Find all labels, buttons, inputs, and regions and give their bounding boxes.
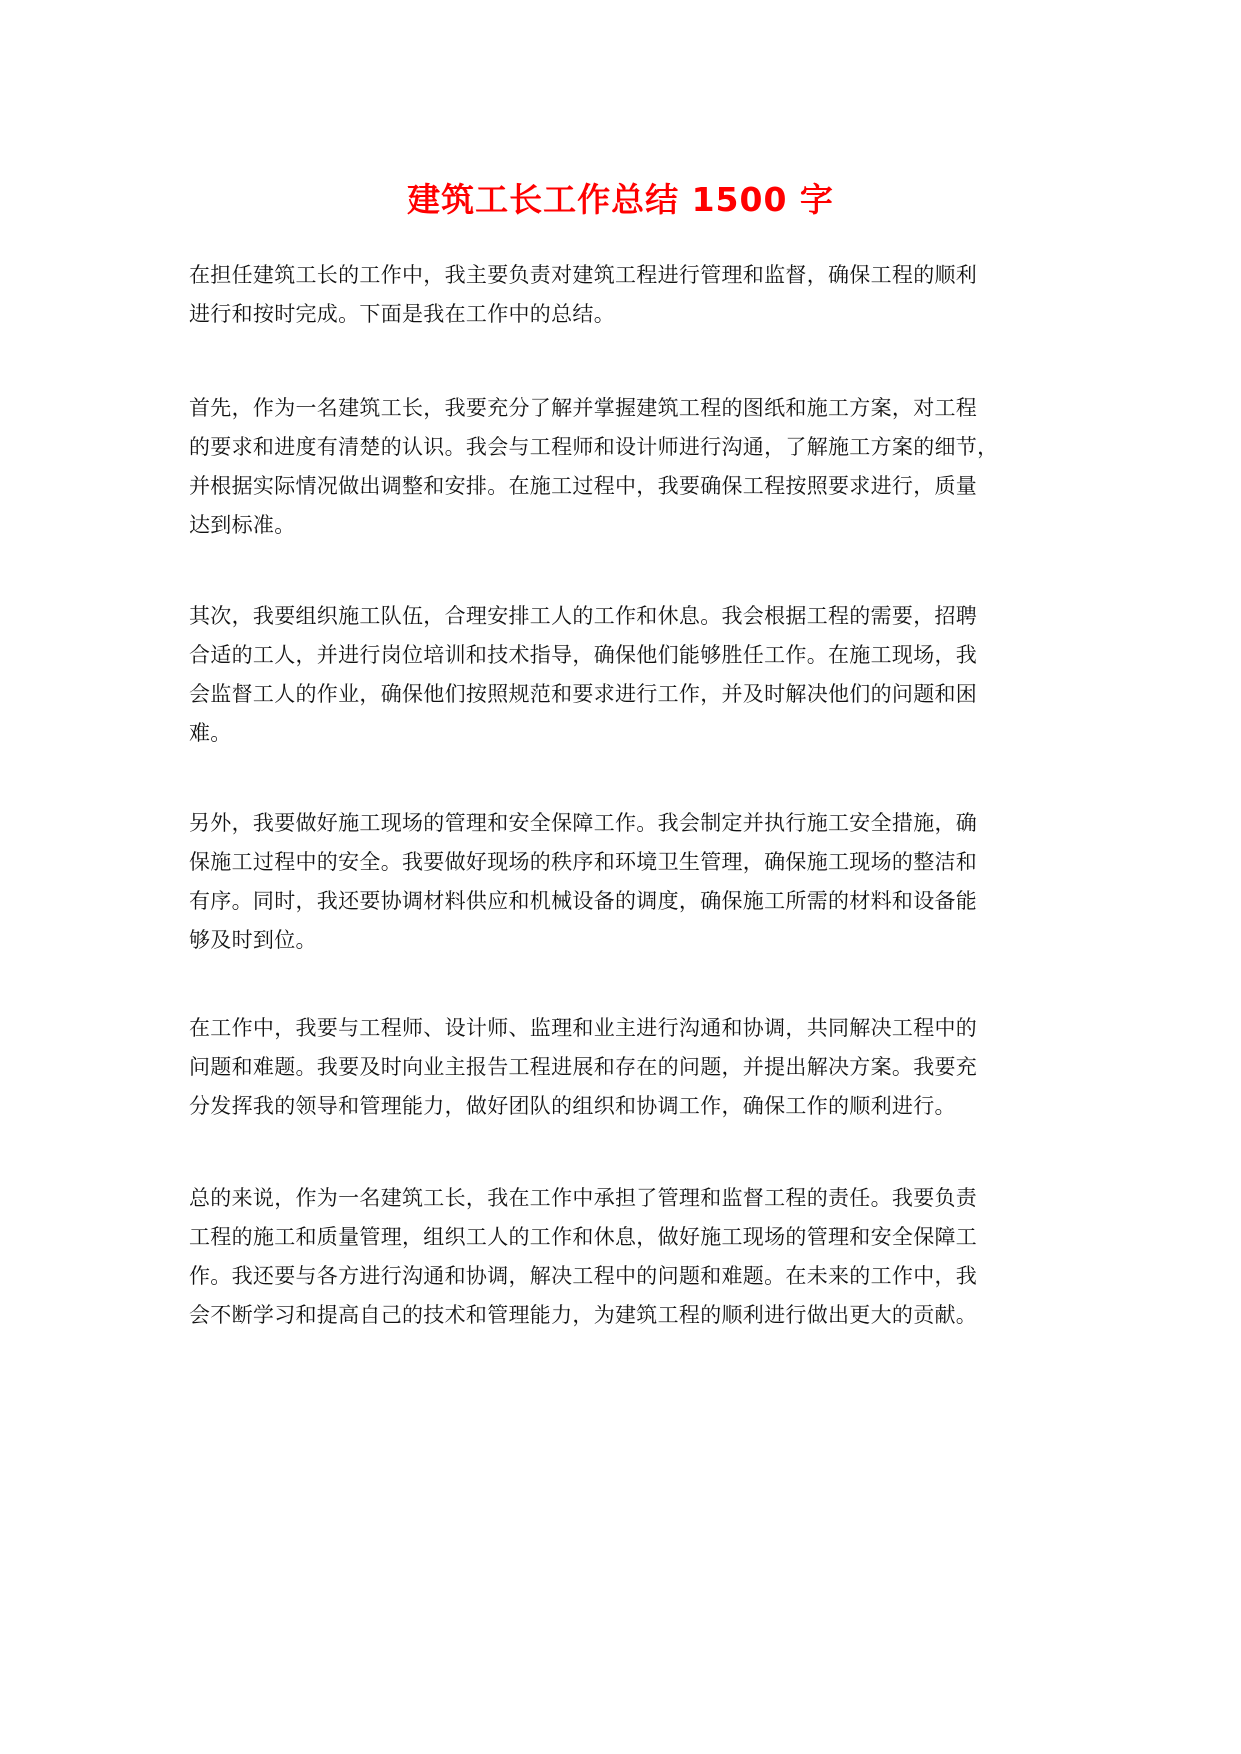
paragraph-line: 的要求和进度有清楚的认识。我会与工程师和设计师进行沟通，了解施工方案的细节， bbox=[189, 435, 999, 459]
paragraph-third bbox=[189, 804, 1069, 960]
paragraph-line: 合适的工人，并进行岗位培训和技术指导，确保他们能够胜任工作。在施工现场，我 bbox=[189, 643, 978, 667]
paragraph-line: 在工作中，我要与工程师、设计师、监理和业主进行沟通和协调，共同解决工程中的 bbox=[189, 1016, 978, 1040]
paragraph-line: 进行和按时完成。下面是我在工作中的总结。 bbox=[189, 302, 615, 326]
paragraph-intro bbox=[189, 256, 1069, 334]
paragraph-line: 在担任建筑工长的工作中，我主要负责对建筑工程进行管理和监督，确保工程的顺利 bbox=[189, 263, 978, 287]
paragraph-line: 保施工过程中的安全。我要做好现场的秩序和环境卫生管理，确保施工现场的整洁和 bbox=[189, 850, 978, 874]
paragraph-line: 并根据实际情况做出调整和安排。在施工过程中，我要确保工程按照要求进行，质量 bbox=[189, 474, 978, 498]
paragraph-line: 其次，我要组织施工队伍，合理安排工人的工作和休息。我会根据工程的需要，招聘 bbox=[189, 604, 978, 628]
paragraph-line: 难。 bbox=[189, 721, 232, 745]
paragraph-line: 作。我还要与各方进行沟通和协调，解决工程中的问题和难题。在未来的工作中，我 bbox=[189, 1264, 978, 1288]
paragraph-conclusion bbox=[189, 1179, 1069, 1335]
paragraph-fourth bbox=[189, 1009, 1069, 1126]
paragraph-line: 有序。同时，我还要协调材料供应和机械设备的调度，确保施工所需的材料和设备能 bbox=[189, 889, 978, 913]
paragraph-line: 问题和难题。我要及时向业主报告工程进展和存在的问题，并提出解决方案。我要充 bbox=[189, 1055, 978, 1079]
paragraph-line: 分发挥我的领导和管理能力，做好团队的组织和协调工作，确保工作的顺利进行。 bbox=[189, 1094, 956, 1118]
document-title: 建筑工长工作总结 1500 字 bbox=[407, 180, 834, 219]
paragraph-line: 够及时到位。 bbox=[189, 928, 317, 952]
paragraph-line: 另外，我要做好施工现场的管理和安全保障工作。我会制定并执行施工安全措施，确 bbox=[189, 811, 978, 835]
paragraph-line: 达到标准。 bbox=[189, 513, 296, 537]
paragraph-first bbox=[189, 389, 1069, 545]
paragraph-line: 会不断学习和提高自己的技术和管理能力，为建筑工程的顺利进行做出更大的贡献。 bbox=[189, 1303, 978, 1327]
paragraph-second bbox=[189, 597, 1069, 753]
paragraph-line: 工程的施工和质量管理，组织工人的工作和休息，做好施工现场的管理和安全保障工 bbox=[189, 1225, 978, 1249]
paragraph-line: 首先，作为一名建筑工长，我要充分了解并掌握建筑工程的图纸和施工方案，对工程 bbox=[189, 396, 978, 420]
paragraph-line: 总的来说，作为一名建筑工长，我在工作中承担了管理和监督工程的责任。我要负责 bbox=[189, 1186, 978, 1210]
paragraph-line: 会监督工人的作业，确保他们按照规范和要求进行工作，并及时解决他们的问题和困 bbox=[189, 682, 978, 706]
